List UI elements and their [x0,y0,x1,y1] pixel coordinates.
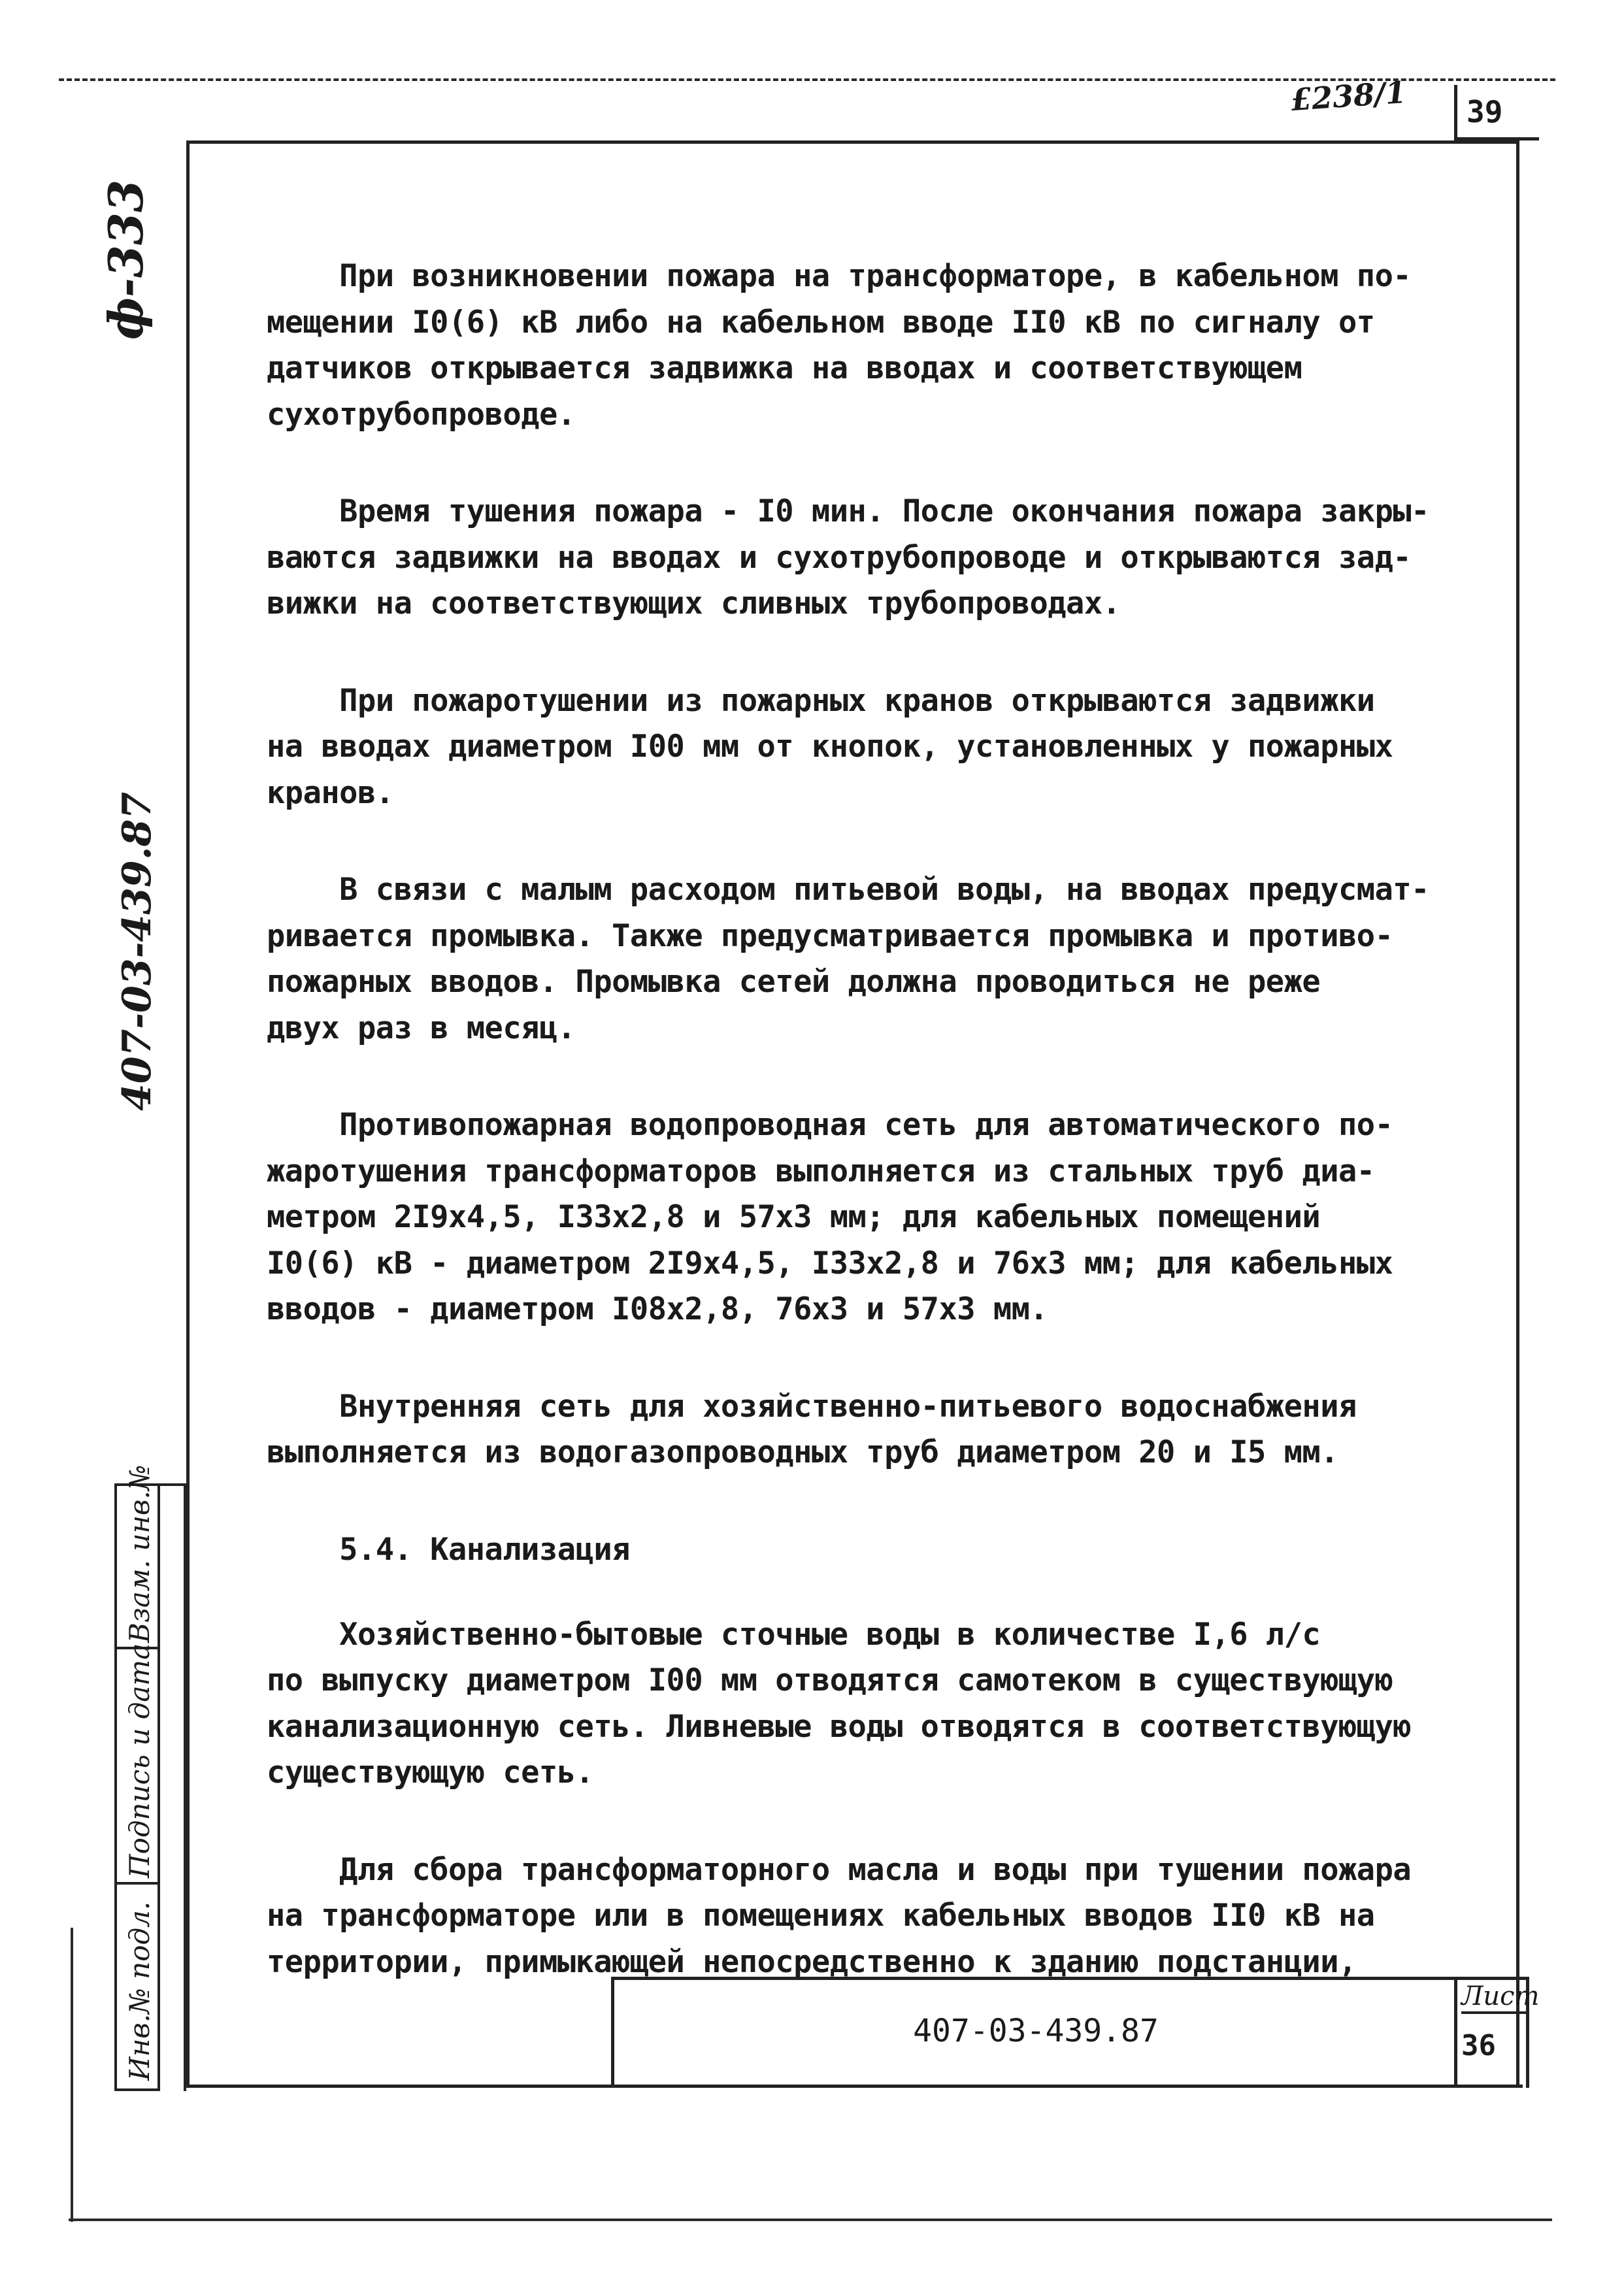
text-line: Противопожарная водопроводная сеть для автоматического по- [267,1107,1393,1143]
text-line: Хозяйственно-бытовые сточные воды в количестве I,6 л/с [267,1616,1321,1653]
paragraph [267,1102,1495,1333]
paragraph [267,1384,1495,1476]
stamp-cell-replacement [117,1464,157,1649]
text-line: ваются задвижки на вводах и сухотрубопроводе и открываются зад- [267,539,1412,576]
sheet-number-cell [1454,1977,1540,2088]
left-scan-rule [71,1928,73,2222]
document-number: 407-03-439.87 [913,2013,1159,2049]
paragraph [267,1847,1495,1986]
stamp-label: Подпись и дата [124,1643,156,1878]
text-line: датчиков открывается задвижка на вводах и соответствующем [267,350,1302,386]
sheet-number: 36 [1461,2029,1496,2062]
text-line: выполняется из водогазопроводных труб диаметром 20 и I5 мм. [267,1434,1338,1470]
text-line: Внутренняя сеть для хозяйственно-питьевого водоснабжения [267,1388,1357,1425]
text-line: В связи с малым расходом питьевой воды, на вводах предусмат- [267,872,1429,908]
text-line: на трансформаторе или в помещениях кабельных вводов II0 кВ на [267,1898,1375,1934]
stamp-blank-column [160,1483,186,2091]
paragraph [267,254,1495,438]
text-line: При возникновении пожара на трансформаторе, в кабельном по- [267,258,1412,294]
text-line: вижки на соответствующих сливных трубопроводах. [267,586,1121,621]
paragraph [267,678,1495,817]
form-code-mark: ф-333 [98,179,154,340]
sheet-index: 39 [1467,94,1503,129]
section-heading [267,1527,1495,1573]
text-line: Время тушения пожара - I0 мин. После окончания пожара закры- [267,493,1429,529]
text-line: При пожаротушении из пожарных кранов открываются задвижки [267,682,1375,719]
doc-code-mark: 407-03-439.87 [114,791,160,1111]
text-line: Для сбора трансформаторного масла и воды при тушении пожара [267,1851,1412,1888]
archive-number: £238/1 [1289,74,1408,118]
text-line: канализационную сеть. Ливневые воды отводятся в соответствующую [267,1708,1412,1745]
body-text [267,254,1495,1985]
sheet-label: Лист [1461,1981,1527,2014]
stamp-cell-signature [117,1643,157,1885]
text-line: территории, примыкающей непосредственно к зданию подстанции, [267,1943,1357,1980]
text-line: кранов. [267,774,394,811]
text-line: пожарных вводов. Промывка сетей должна проводиться не реже [267,964,1321,1000]
text-line: ривается промывка. Также предусматривается промывка и противо- [267,917,1393,954]
stamp-label: Инв.№ подл. [124,1901,156,2081]
sheet-index-box [1454,85,1539,140]
approval-stamp [114,1464,160,2091]
stamp-label: Взам. инв.№ [124,1464,156,1643]
section-heading-text: 5.4. Канализация [267,1531,630,1568]
title-block [611,1977,1457,2088]
text-line: вводов - диаметром I08x2,8, 76x3 и 57x3 мм. [267,1291,1048,1327]
paragraph [267,489,1495,627]
text-line: мещении I0(6) кВ либо на кабельном вводе II0 кВ по сигналу от [267,304,1375,340]
bottom-scan-rule [69,2219,1552,2221]
text-line: по выпуску диаметром I00 мм отводятся самотеком в существующую [267,1662,1393,1698]
paragraph [267,867,1495,1051]
stamp-cell-inventory [117,1885,157,2088]
text-line: сухотрубопроводе. [267,396,576,433]
text-line: жаротушения трансформаторов выполняется из стальных труб диа- [267,1153,1375,1189]
text-line: двух раз в месяц. [267,1010,576,1046]
text-line: метром 2I9x4,5, I33x2,8 и 57x3 мм; для кабельных помещений [267,1199,1321,1235]
text-line: I0(6) кВ - диаметром 2I9x4,5, I33x2,8 и 76x3 мм; для кабельных [267,1245,1393,1281]
text-line: существующую сеть. [267,1755,594,1790]
paragraph [267,1612,1495,1796]
text-line: на вводах диаметром I00 мм от кнопок, установленных у пожарных [267,729,1393,765]
